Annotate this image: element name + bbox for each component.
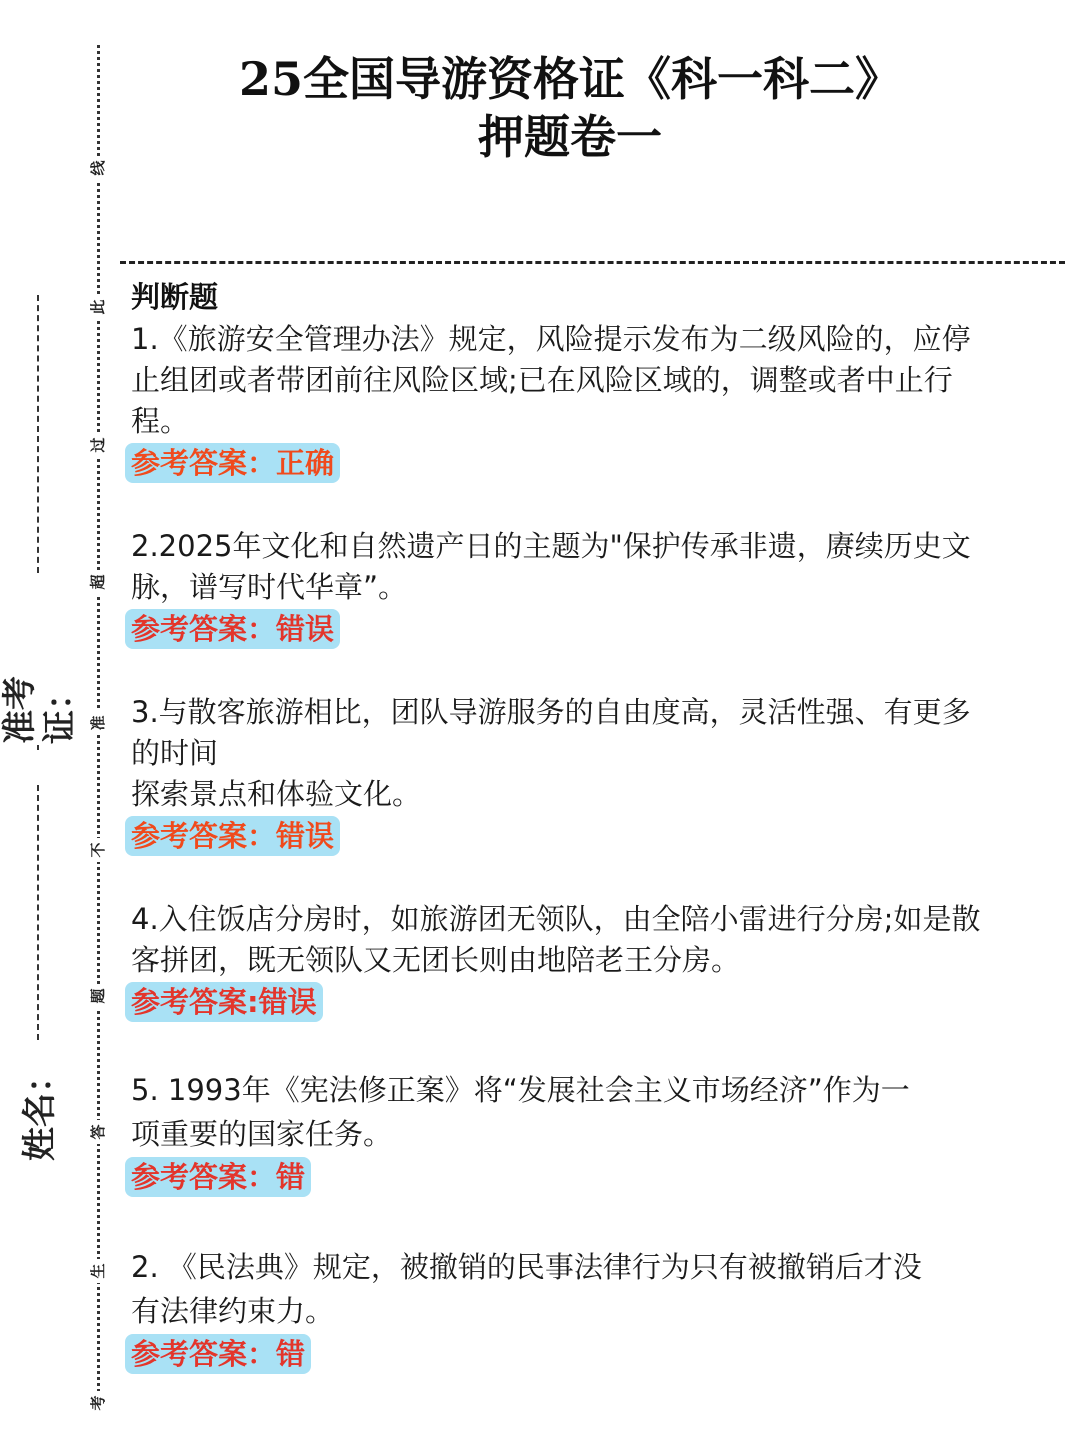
seal-char: 准 <box>87 711 109 735</box>
page-title <box>120 50 1020 166</box>
question-line: 的时间 <box>131 736 219 770</box>
question-item <box>131 319 1056 483</box>
question-line: 3.与散客旅游相比，团队导游服务的自由度高，灵活性强、有更多 <box>131 695 971 729</box>
seal-char: 生 <box>87 1259 109 1283</box>
seal-char: 题 <box>87 984 109 1008</box>
question-text <box>131 1068 1056 1156</box>
seal-char: 此 <box>87 295 109 319</box>
question-text <box>131 1245 1056 1333</box>
seal-char: 超 <box>87 570 109 594</box>
question-line: 1.《旅游安全管理办法》规定，风险提示发布为二级风险的，应停 <box>131 322 971 356</box>
answer-badge: 参考答案：错误 <box>125 609 340 649</box>
question-text <box>131 319 1056 442</box>
seal-char: 考 <box>87 1391 109 1415</box>
exam-id-blank-tail <box>37 745 39 750</box>
question-item <box>131 692 1056 856</box>
question-line: 项重要的国家任务。 <box>131 1117 393 1151</box>
question-list <box>131 276 1056 1374</box>
question-line: 程。 <box>131 404 190 438</box>
title-line-1: 25全国导游资格证《科一科二》 <box>238 52 901 106</box>
question-line: 客拼团，既无领队又无团长则由地陪老王分房。 <box>131 943 741 977</box>
exam-id-blank[interactable] <box>37 295 39 573</box>
question-item <box>131 1068 1056 1197</box>
seal-char: 不 <box>87 838 109 862</box>
name-blank[interactable] <box>37 785 39 1040</box>
question-line: 止组团或者带团前往风险区域;已在风险区域的，调整或者中止行 <box>131 363 953 397</box>
answer-badge: 参考答案：错误 <box>125 816 340 856</box>
question-line: 2. 《民法典》规定，被撤销的民事法律行为只有被撤销后才没 <box>131 1250 922 1284</box>
dashed-divider <box>120 261 1065 264</box>
question-text <box>131 899 1056 981</box>
question-item <box>131 526 1056 649</box>
exam-id-field <box>0 570 80 744</box>
exam-id-label: 准考证： <box>0 676 80 744</box>
seal-char: 答 <box>87 1120 109 1144</box>
name-field <box>20 1040 60 1161</box>
answer-badge: 参考答案：错 <box>125 1157 311 1197</box>
question-line: 探索景点和体验文化。 <box>131 777 422 811</box>
question-item <box>131 1245 1056 1374</box>
question-line: 5. 1993年《宪法修正案》将“发展社会主义市场经济”作为一 <box>131 1073 910 1107</box>
seal-char: 线 <box>87 156 109 180</box>
name-label: 姓名： <box>20 1059 60 1161</box>
answer-badge: 参考答案:错误 <box>125 982 323 1022</box>
seal-char: 过 <box>87 433 109 457</box>
title-line-2: 押题卷一 <box>478 110 662 164</box>
question-line: 有法律约束力。 <box>131 1294 335 1328</box>
question-text <box>131 526 1056 608</box>
section-heading: 判断题 <box>131 280 219 314</box>
question-line: 4.入住饭店分房时，如旅游团无领队，由全陪小雷进行分房;如是散 <box>131 902 981 936</box>
answer-badge: 参考答案：错 <box>125 1334 311 1374</box>
answer-badge: 参考答案：正确 <box>125 443 340 483</box>
question-line: 脉，谱写时代华章”。 <box>131 570 408 604</box>
question-item <box>131 899 1056 1022</box>
question-text <box>131 692 1056 815</box>
question-line: 2.2025年文化和自然遗产日的主题为"保护传承非遗，赓续历史文 <box>131 529 971 563</box>
